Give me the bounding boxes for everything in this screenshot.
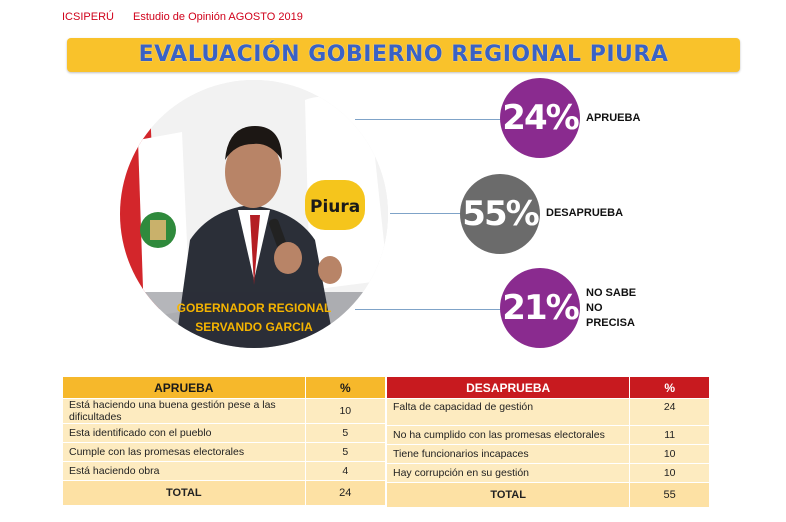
- disapprove-header: DESAPRUEBA: [387, 377, 630, 399]
- approve-value: 5: [305, 424, 385, 443]
- disapprove-value: 10: [630, 445, 710, 464]
- approve-percent-circle: [500, 78, 580, 158]
- approve-table: [62, 376, 386, 506]
- connector-approve: [355, 119, 501, 120]
- connector-unsure: [355, 309, 501, 310]
- unsure-percent-circle: [500, 268, 580, 348]
- unsure-label-line2: NO: [586, 302, 603, 314]
- disapprove-reason: Falta de capacidad de gestión: [387, 399, 630, 426]
- approve-value: 4: [305, 462, 385, 481]
- unsure-summary-label: [586, 286, 636, 331]
- disapprove-total-row: [387, 483, 710, 508]
- disapprove-value: 11: [630, 426, 710, 445]
- disapprove-percent-circle: [460, 174, 540, 254]
- approve-total-row: [63, 481, 386, 506]
- photo-caption-line1: GOBERNADOR REGIONAL: [176, 301, 332, 315]
- approve-header: APRUEBA: [63, 377, 306, 399]
- header-line: [62, 11, 319, 23]
- approve-reason: Cumple con las promesas electorales: [63, 443, 306, 462]
- disapprove-summary-label: DESAPRUEBA: [546, 207, 624, 219]
- disapprove-percent: 55%: [462, 194, 538, 234]
- sign-text: Piura: [310, 197, 361, 217]
- unsure-label-line1: NO SABE: [586, 287, 637, 299]
- approve-percent: 24%: [502, 98, 578, 138]
- approve-value: 5: [305, 443, 385, 462]
- photo-caption-line2: SERVANDO GARCIA: [195, 320, 313, 334]
- disapprove-header-row: [387, 377, 710, 399]
- approve-reason: Está haciendo obra: [63, 462, 306, 481]
- approve-header-row: [63, 377, 386, 399]
- approve-summary-label: APRUEBA: [586, 112, 641, 124]
- disapprove-value: 10: [630, 464, 710, 483]
- approve-reason: Esta identificado con el pueblo: [63, 424, 306, 443]
- table-row: [387, 464, 710, 483]
- disapprove-total-label: TOTAL: [387, 483, 630, 508]
- title-banner: [67, 38, 740, 72]
- disapprove-value: 24: [630, 399, 710, 426]
- disapprove-reason: Hay corrupción en su gestión: [387, 464, 630, 483]
- governor-photo: [120, 80, 388, 348]
- table-row: [387, 399, 710, 426]
- unsure-percent: 21%: [502, 288, 578, 328]
- approve-reason: Está haciendo una buena gestión pese a las dificultades: [63, 399, 306, 424]
- table-row: [63, 424, 386, 443]
- disapprove-pct-header: %: [630, 377, 710, 399]
- table-row: [63, 443, 386, 462]
- disapprove-total-value: 55: [630, 483, 710, 508]
- unsure-label-line3: PRECISA: [586, 317, 635, 329]
- disapprove-reason: Tiene funcionarios incapaces: [387, 445, 630, 464]
- approve-value: 10: [305, 399, 385, 424]
- study-name: Estudio de Opinión AGOSTO 2019: [133, 11, 303, 23]
- table-row: [387, 426, 710, 445]
- connector-disapprove: [390, 213, 462, 214]
- table-row: [63, 399, 386, 424]
- approve-pct-header: %: [305, 377, 385, 399]
- table-row: [387, 445, 710, 464]
- approve-total-label: TOTAL: [63, 481, 306, 506]
- table-row: [63, 462, 386, 481]
- approve-total-value: 24: [305, 481, 385, 506]
- disapprove-reason: No ha cumplido con las promesas electorales: [387, 426, 630, 445]
- disapprove-table: [386, 376, 710, 508]
- org-name: ICSIPERÚ: [62, 11, 114, 23]
- page-title: EVALUACIÓN GOBIERNO REGIONAL PIURA: [138, 42, 669, 67]
